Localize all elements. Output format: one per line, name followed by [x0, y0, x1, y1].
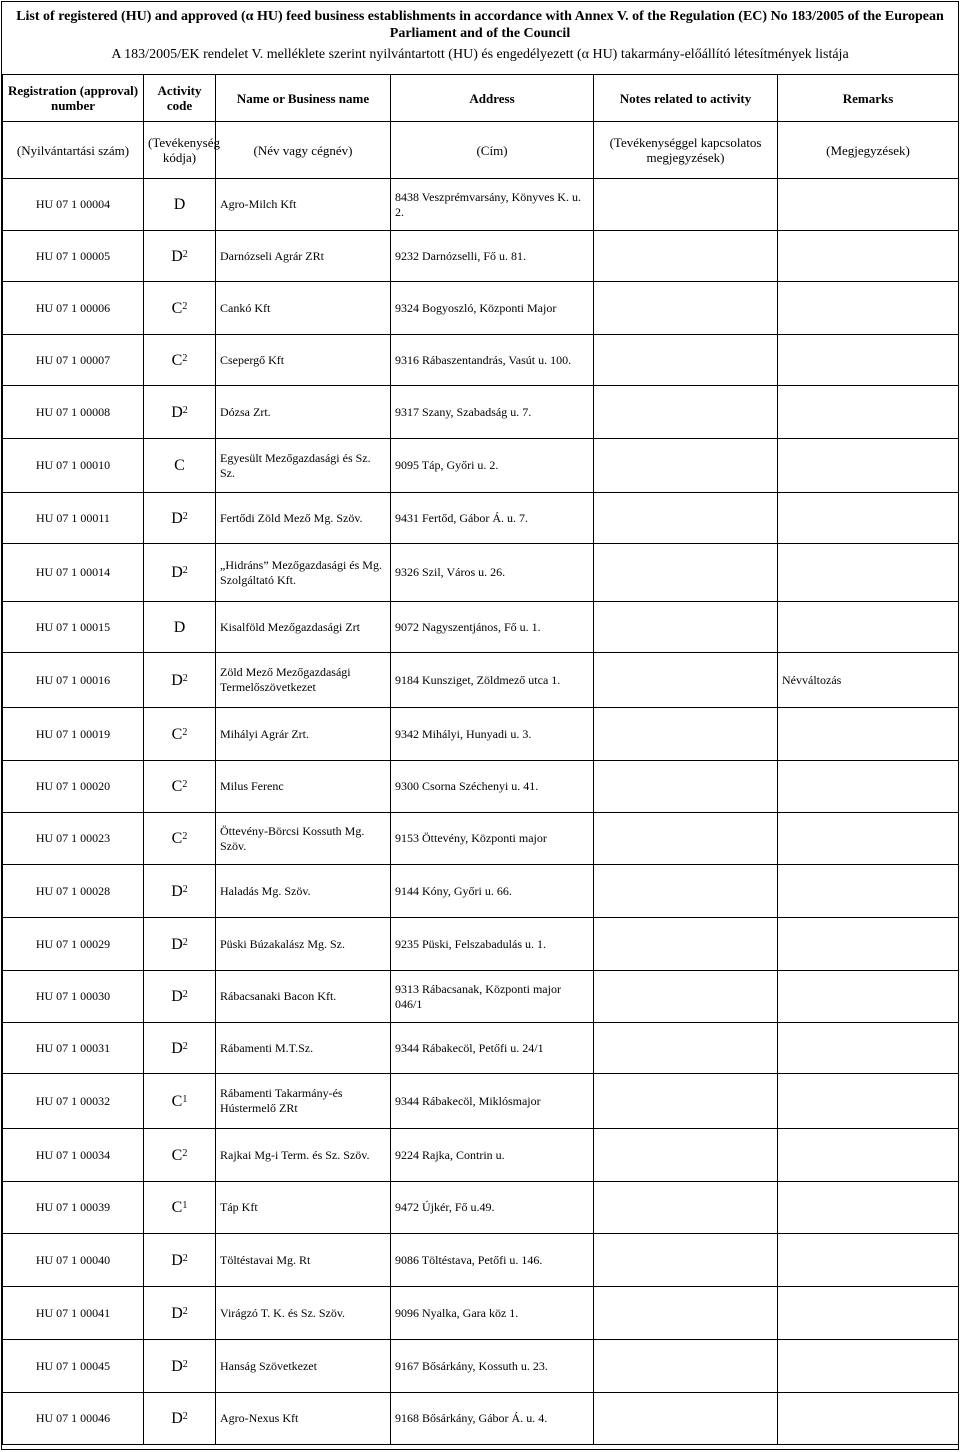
address: 9472 Újkér, Fő u.49.	[391, 1182, 594, 1234]
activity-code-letter: C	[171, 351, 183, 369]
activity-notes	[594, 1234, 778, 1287]
table-row	[3, 813, 959, 865]
activity-code	[144, 493, 216, 544]
activity-code	[144, 439, 216, 493]
business-name: Öttevény-Börcsi Kossuth Mg. Szöv.	[216, 813, 391, 865]
activity-notes	[594, 282, 778, 335]
activity-notes	[594, 708, 778, 761]
activity-code-superscript: 1	[182, 1200, 188, 1211]
address: 9235 Püski, Felszabadulás u. 1.	[391, 918, 594, 971]
activity-code	[144, 282, 216, 335]
header-row-hungarian	[3, 122, 959, 179]
activity-code-superscript: 2	[182, 883, 188, 895]
table-row	[3, 865, 959, 918]
registration-number: HU 07 1 00023	[3, 813, 144, 865]
activity-code-superscript: 2	[182, 565, 188, 576]
business-name: Töltéstavai Mg. Rt	[216, 1234, 391, 1287]
activity-code-letter: D	[173, 196, 186, 213]
activity-code	[144, 865, 216, 918]
activity-code-letter: D	[171, 988, 183, 1005]
table-row	[3, 1182, 959, 1234]
document-page	[1, 1, 959, 1450]
registration-number: HU 07 1 00041	[3, 1287, 144, 1340]
address: 9300 Csorna Széchenyi u. 41.	[391, 761, 594, 813]
registration-number: HU 07 1 00004	[3, 179, 144, 231]
table-row	[3, 653, 959, 708]
activity-code	[144, 602, 216, 653]
registration-number: HU 07 1 00031	[3, 1023, 144, 1074]
remarks	[778, 1287, 959, 1340]
activity-code-letter: D	[171, 671, 183, 689]
remarks	[778, 865, 959, 918]
business-name: Haladás Mg. Szöv.	[216, 865, 391, 918]
activity-notes	[594, 231, 778, 282]
activity-code-letter: C	[171, 1146, 183, 1164]
activity-notes	[594, 1074, 778, 1129]
activity-code-letter: C	[171, 830, 183, 847]
registration-number: HU 07 1 00008	[3, 386, 144, 439]
activity-code	[144, 653, 216, 708]
activity-notes	[594, 1023, 778, 1074]
address: 9313 Rábacsanak, Központi major 046/1	[391, 971, 594, 1023]
table-row	[3, 1287, 959, 1340]
activity-notes	[594, 544, 778, 602]
remarks	[778, 708, 959, 761]
remarks	[778, 1074, 959, 1129]
activity-code	[144, 386, 216, 439]
activity-code-letter: D	[171, 509, 183, 527]
remarks	[778, 971, 959, 1023]
address: 9324 Bogyoszló, Központi Major	[391, 282, 594, 335]
address: 9326 Szil, Város u. 26.	[391, 544, 594, 602]
activity-code-letter: C	[171, 725, 183, 743]
business-name: Rajkai Mg-i Term. és Sz. Szöv.	[216, 1129, 391, 1182]
activity-code-superscript: 2	[182, 1040, 188, 1052]
activity-code-letter: D	[171, 1304, 183, 1322]
activity-code-letter: D	[171, 1410, 183, 1427]
activity-notes	[594, 761, 778, 813]
activity-code-letter: D	[171, 882, 183, 900]
registration-number: HU 07 1 00029	[3, 918, 144, 971]
business-name: Rábacsanaki Bacon Kft.	[216, 971, 391, 1023]
registration-number: HU 07 1 00006	[3, 282, 144, 335]
col-header-address: Address	[391, 75, 594, 122]
activity-code	[144, 708, 216, 761]
address: 9072 Nagyszentjános, Fő u. 1.	[391, 602, 594, 653]
remarks: Névváltozás	[778, 653, 959, 708]
business-name: Agro-Milch Kft	[216, 179, 391, 231]
activity-code	[144, 1340, 216, 1393]
remarks	[778, 1393, 959, 1445]
business-name: Csepergő Kft	[216, 335, 391, 386]
activity-notes	[594, 865, 778, 918]
col-header-notes: Notes related to activity	[594, 75, 778, 122]
business-name: Egyesült Mezőgazdasági és Sz. Sz.	[216, 439, 391, 493]
col-header-registration: Registration (approval) number	[3, 75, 144, 122]
activity-code-letter: D	[171, 247, 183, 265]
table-row	[3, 918, 959, 971]
address: 9167 Bősárkány, Kossuth u. 23.	[391, 1340, 594, 1393]
registration-number: HU 07 1 00014	[3, 544, 144, 602]
business-name: Püski Búzakalász Mg. Sz.	[216, 918, 391, 971]
address: 9431 Fertőd, Gábor Á. u. 7.	[391, 493, 594, 544]
registration-number: HU 07 1 00046	[3, 1393, 144, 1445]
activity-code	[144, 813, 216, 865]
business-name: Milus Ferenc	[216, 761, 391, 813]
activity-code-superscript: 2	[182, 1147, 188, 1159]
table-row	[3, 761, 959, 813]
registration-number: HU 07 1 00020	[3, 761, 144, 813]
table-row	[3, 386, 959, 439]
activity-code	[144, 335, 216, 386]
remarks	[778, 282, 959, 335]
table-row	[3, 231, 959, 282]
remarks	[778, 602, 959, 653]
activity-code-letter: D	[171, 1251, 183, 1269]
remarks	[778, 1129, 959, 1182]
activity-notes	[594, 813, 778, 865]
business-name: Kisalföld Mezőgazdasági Zrt	[216, 602, 391, 653]
document-subtitle: A 183/2005/EK rendelet V. melléklete szerint nyilvántartott (HU) és engedélyezett (α HU) takarmány-előállító létesítmények listája	[111, 47, 849, 62]
remarks	[778, 493, 959, 544]
activity-code	[144, 1023, 216, 1074]
activity-code-letter: C	[171, 778, 183, 795]
business-name: Cankó Kft	[216, 282, 391, 335]
table-row	[3, 1393, 959, 1445]
address: 9144 Kóny, Győri u. 66.	[391, 865, 594, 918]
activity-notes	[594, 335, 778, 386]
activity-notes	[594, 179, 778, 231]
address: 9344 Rábakecöl, Miklósmajor	[391, 1074, 594, 1129]
address: 9086 Töltéstava, Petőfi u. 146.	[391, 1234, 594, 1287]
remarks	[778, 813, 959, 865]
activity-notes	[594, 1182, 778, 1234]
activity-code-superscript: 2	[182, 936, 188, 948]
activity-code	[144, 918, 216, 971]
address: 9184 Kunsziget, Zöldmező utca 1.	[391, 653, 594, 708]
activity-notes	[594, 1129, 778, 1182]
col-header-name-hu: (Név vagy cégnév)	[216, 122, 391, 179]
col-header-remarks-hu: (Megjegyzések)	[778, 122, 959, 179]
remarks	[778, 439, 959, 493]
activity-code-letter: D	[171, 564, 183, 581]
activity-code	[144, 1182, 216, 1234]
col-header-registration-hu: (Nyilvántartási szám)	[3, 122, 144, 179]
registration-number: HU 07 1 00010	[3, 439, 144, 493]
business-name: Darnózseli Agrár ZRt	[216, 231, 391, 282]
registration-number: HU 07 1 00005	[3, 231, 144, 282]
activity-code-letter: D	[171, 403, 183, 421]
activity-notes	[594, 1340, 778, 1393]
business-name: Virágzó T. K. és Sz. Szöv.	[216, 1287, 391, 1340]
table-row	[3, 1023, 959, 1074]
activity-code-superscript: 2	[182, 726, 188, 738]
activity-code	[144, 1074, 216, 1129]
registration-number: HU 07 1 00028	[3, 865, 144, 918]
business-name: Dózsa Zrt.	[216, 386, 391, 439]
col-header-address-hu: (Cím)	[391, 122, 594, 179]
col-header-activity-code: Activity code	[144, 75, 216, 122]
remarks	[778, 761, 959, 813]
activity-notes	[594, 386, 778, 439]
registration-number: HU 07 1 00039	[3, 1182, 144, 1234]
table-row	[3, 971, 959, 1023]
registration-number: HU 07 1 00045	[3, 1340, 144, 1393]
col-header-activity-code-hu: (Tevékenység kódja)	[144, 122, 216, 179]
activity-code	[144, 231, 216, 282]
activity-code-superscript: 2	[182, 1305, 188, 1317]
address: 9168 Bősárkány, Gábor Á. u. 4.	[391, 1393, 594, 1445]
activity-code-letter: D	[171, 1357, 183, 1375]
table-row	[3, 1340, 959, 1393]
activity-notes	[594, 439, 778, 493]
col-header-notes-hu: (Tevékenységgel kapcsolatos megjegyzések)	[594, 122, 778, 179]
table-row	[3, 439, 959, 493]
activity-code-superscript: 2	[182, 989, 188, 1000]
activity-code	[144, 971, 216, 1023]
activity-code-superscript: 2	[182, 300, 188, 312]
address: 9317 Szany, Szabadság u. 7.	[391, 386, 594, 439]
activity-notes	[594, 918, 778, 971]
business-name: Rábamenti M.T.Sz.	[216, 1023, 391, 1074]
document-title: List of registered (HU) and approved (α HU) feed business establishments in accordance with Annex V. of the Regulation (EC) No 183/2005 of the European Parliament and of the Council	[16, 9, 944, 41]
activity-notes	[594, 493, 778, 544]
table-row	[3, 179, 959, 231]
business-name: „Hidráns” Mezőgazdasági és Mg. Szolgáltató Kft.	[216, 544, 391, 602]
remarks	[778, 231, 959, 282]
activity-code-superscript: 2	[182, 831, 188, 842]
activity-code-superscript: 2	[182, 352, 188, 364]
business-name: Fertődi Zöld Mező Mg. Szöv.	[216, 493, 391, 544]
remarks	[778, 1340, 959, 1393]
table-row	[3, 1234, 959, 1287]
registration-number: HU 07 1 00011	[3, 493, 144, 544]
activity-code	[144, 1287, 216, 1340]
address: 9316 Rábaszentandrás, Vasút u. 100.	[391, 335, 594, 386]
activity-code-letter: D	[171, 1039, 183, 1057]
address: 8438 Veszprémvarsány, Könyves K. u. 2.	[391, 179, 594, 231]
remarks	[778, 179, 959, 231]
activity-code	[144, 1129, 216, 1182]
activity-code-letter: C	[174, 457, 185, 474]
business-name: Hanság Szövetkezet	[216, 1340, 391, 1393]
address: 9095 Táp, Győri u. 2.	[391, 439, 594, 493]
address: 9232 Darnózselli, Fő u. 81.	[391, 231, 594, 282]
activity-code-letter: D	[173, 618, 186, 636]
activity-code-superscript: 1	[182, 1093, 188, 1105]
business-name: Zöld Mező Mezőgazdasági Termelőszövetkezet	[216, 653, 391, 708]
address: 9342 Mihályi, Hunyadi u. 3.	[391, 708, 594, 761]
remarks	[778, 335, 959, 386]
activity-code-letter: D	[171, 935, 183, 953]
remarks	[778, 918, 959, 971]
table-row	[3, 544, 959, 602]
col-header-remarks: Remarks	[778, 75, 959, 122]
remarks	[778, 386, 959, 439]
registration-number: HU 07 1 00040	[3, 1234, 144, 1287]
activity-notes	[594, 653, 778, 708]
activity-code-superscript: 2	[182, 779, 188, 790]
registration-number: HU 07 1 00016	[3, 653, 144, 708]
registration-number: HU 07 1 00015	[3, 602, 144, 653]
activity-code-superscript: 2	[182, 510, 188, 522]
establishments-table	[2, 74, 959, 1445]
registration-number: HU 07 1 00007	[3, 335, 144, 386]
remarks	[778, 1234, 959, 1287]
remarks	[778, 1182, 959, 1234]
header-row-english	[3, 75, 959, 122]
table-row	[3, 282, 959, 335]
activity-code-superscript: 2	[182, 1358, 188, 1370]
activity-code	[144, 761, 216, 813]
business-name: Rábamenti Takarmány-és Hústermelő ZRt	[216, 1074, 391, 1129]
table-row	[3, 602, 959, 653]
activity-code-superscript: 2	[182, 672, 188, 684]
activity-code-letter: C	[171, 299, 183, 317]
remarks	[778, 544, 959, 602]
registration-number: HU 07 1 00019	[3, 708, 144, 761]
activity-code-superscript: 2	[182, 1411, 188, 1422]
address: 9153 Öttevény, Központi major	[391, 813, 594, 865]
address: 9096 Nyalka, Gara köz 1.	[391, 1287, 594, 1340]
table-row	[3, 1129, 959, 1182]
business-name: Táp Kft	[216, 1182, 391, 1234]
activity-notes	[594, 1287, 778, 1340]
activity-code	[144, 1393, 216, 1445]
activity-notes	[594, 1393, 778, 1445]
activity-code	[144, 179, 216, 231]
activity-code-letter: C	[171, 1092, 183, 1110]
col-header-name: Name or Business name	[216, 75, 391, 122]
activity-code	[144, 1234, 216, 1287]
activity-code-superscript: 2	[182, 1252, 188, 1264]
activity-code-superscript: 2	[182, 248, 188, 260]
registration-number: HU 07 1 00030	[3, 971, 144, 1023]
table-row	[3, 1074, 959, 1129]
registration-number: HU 07 1 00032	[3, 1074, 144, 1129]
activity-notes	[594, 602, 778, 653]
activity-code-superscript: 2	[182, 404, 188, 416]
registration-number: HU 07 1 00034	[3, 1129, 144, 1182]
table-row	[3, 708, 959, 761]
business-name: Mihályi Agrár Zrt.	[216, 708, 391, 761]
remarks	[778, 1023, 959, 1074]
address: 9224 Rajka, Contrin u.	[391, 1129, 594, 1182]
activity-code	[144, 544, 216, 602]
activity-notes	[594, 971, 778, 1023]
table-row	[3, 335, 959, 386]
activity-code-letter: C	[171, 1199, 183, 1216]
table-row	[3, 493, 959, 544]
business-name: Agro-Nexus Kft	[216, 1393, 391, 1445]
address: 9344 Rábakecöl, Petőfi u. 24/1	[391, 1023, 594, 1074]
